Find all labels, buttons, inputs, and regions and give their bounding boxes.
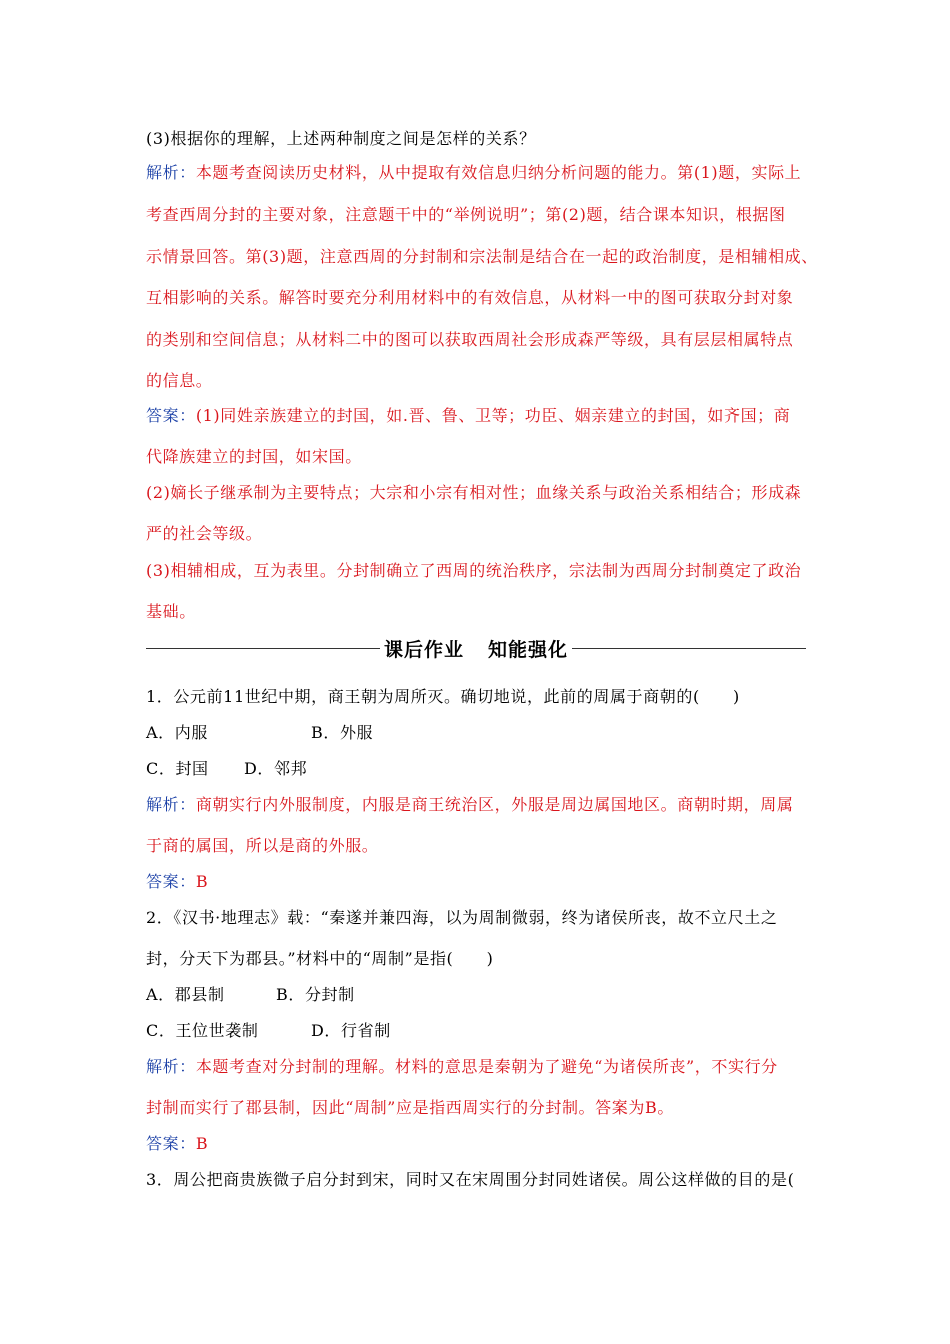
q2-stem-line-2: 封，分天下为郡县。”材料中的“周制”是指( ) <box>146 949 494 968</box>
analysis-label: 解析： <box>146 163 196 182</box>
q1-option-b: B．外服 <box>311 723 374 742</box>
q1-analysis-line-1: 解析：商朝实行内外服制度，内服是商王统治区，外服是周边属国地区。商朝时期，周属 <box>146 795 794 814</box>
q3-stem: 3．周公把商贵族微子启分封到宋，同时又在宋周围分封同姓诸侯。周公这样做的目的是( <box>146 1170 795 1189</box>
q2-answer: 答案：B <box>146 1134 209 1153</box>
q1-option-a: A．内服 <box>146 723 208 742</box>
analysis-line-1: 解析：本题考查阅读历史材料，从中提取有效信息归纳分析问题的能力。第(1)题，实际上 <box>146 163 802 182</box>
q1-options-ab <box>146 722 816 744</box>
answer-line-5: (3)相辅相成，互为表里。分封制确立了西周的统治秩序，宗法制为西周分封制奠定了政治 <box>146 561 802 580</box>
q1-answer: 答案：B <box>146 872 209 891</box>
q2-stem-line-1: 2．《汉书·地理志》载：“秦遂并兼四海，以为周制微弱，终为诸侯所丧，故不立尺土之 <box>146 908 778 927</box>
q2-analysis-line-1: 解析：本题考查对分封制的理解。材料的意思是秦朝为了避免“为诸侯所丧”，不实行分 <box>146 1057 778 1076</box>
q1-analysis-line-2: 于商的属国，所以是商的外服。 <box>146 836 379 855</box>
heading-rule-right <box>572 648 806 649</box>
analysis-line-2: 考查西周分封的主要对象，注意题干中的“举例说明”；第(2)题，结合课本知识，根据图 <box>146 205 786 224</box>
answer-line-4: 严的社会等级。 <box>146 524 263 543</box>
q2-option-d: D．行省制 <box>311 1021 391 1040</box>
q2-option-b: B．分封制 <box>276 985 355 1004</box>
q1-option-c: C．封国 <box>146 759 209 778</box>
q1-option-d: D．邻邦 <box>244 759 308 778</box>
heading-text: 课后作业 知能强化 <box>383 638 569 661</box>
answer-line-2: 代降族建立的封国，如宋国。 <box>146 447 362 466</box>
section-heading <box>146 634 806 662</box>
analysis-line-6: 的信息。 <box>146 371 213 390</box>
answer-label: 答案： <box>146 406 196 425</box>
heading-rule-left <box>146 648 380 649</box>
analysis-line-3: 示情景回答。第(3)题，注意西周的分封制和宗法制是结合在一起的政治制度，是相辅相成、 <box>146 247 818 266</box>
q1-options-cd <box>146 758 816 780</box>
question-3-line: (3)根据你的理解，上述两种制度之间是怎样的关系？ <box>146 129 536 148</box>
q2-option-a: A．郡县制 <box>146 985 225 1004</box>
answer-line-1: 答案：(1)同姓亲族建立的封国，如.晋、鲁、卫等；功臣、姻亲建立的封国，如齐国；商 <box>146 406 791 425</box>
q2-options-cd <box>146 1020 816 1042</box>
analysis-line-5: 的类别和空间信息；从材料二中的图可以获取西周社会形成森严等级，具有层层相属特点 <box>146 330 794 349</box>
q2-options-ab <box>146 984 816 1006</box>
q2-analysis-line-2: 封制而实行了郡县制，因此“周制”应是指西周实行的分封制。答案为B。 <box>146 1098 674 1117</box>
analysis-line-4: 互相影响的关系。解答时要充分利用材料中的有效信息，从材料一中的图可获取分封对象 <box>146 288 794 307</box>
answer-line-6: 基础。 <box>146 602 196 621</box>
answer-line-3: (2)嫡长子继承制为主要特点；大宗和小宗有相对性；血缘关系与政治关系相结合；形成森 <box>146 483 802 502</box>
q2-option-c: C．王位世袭制 <box>146 1021 259 1040</box>
q1-stem: 1．公元前11世纪中期，商王朝为周所灭。确切地说，此前的周属于商朝的( ) <box>146 687 740 706</box>
